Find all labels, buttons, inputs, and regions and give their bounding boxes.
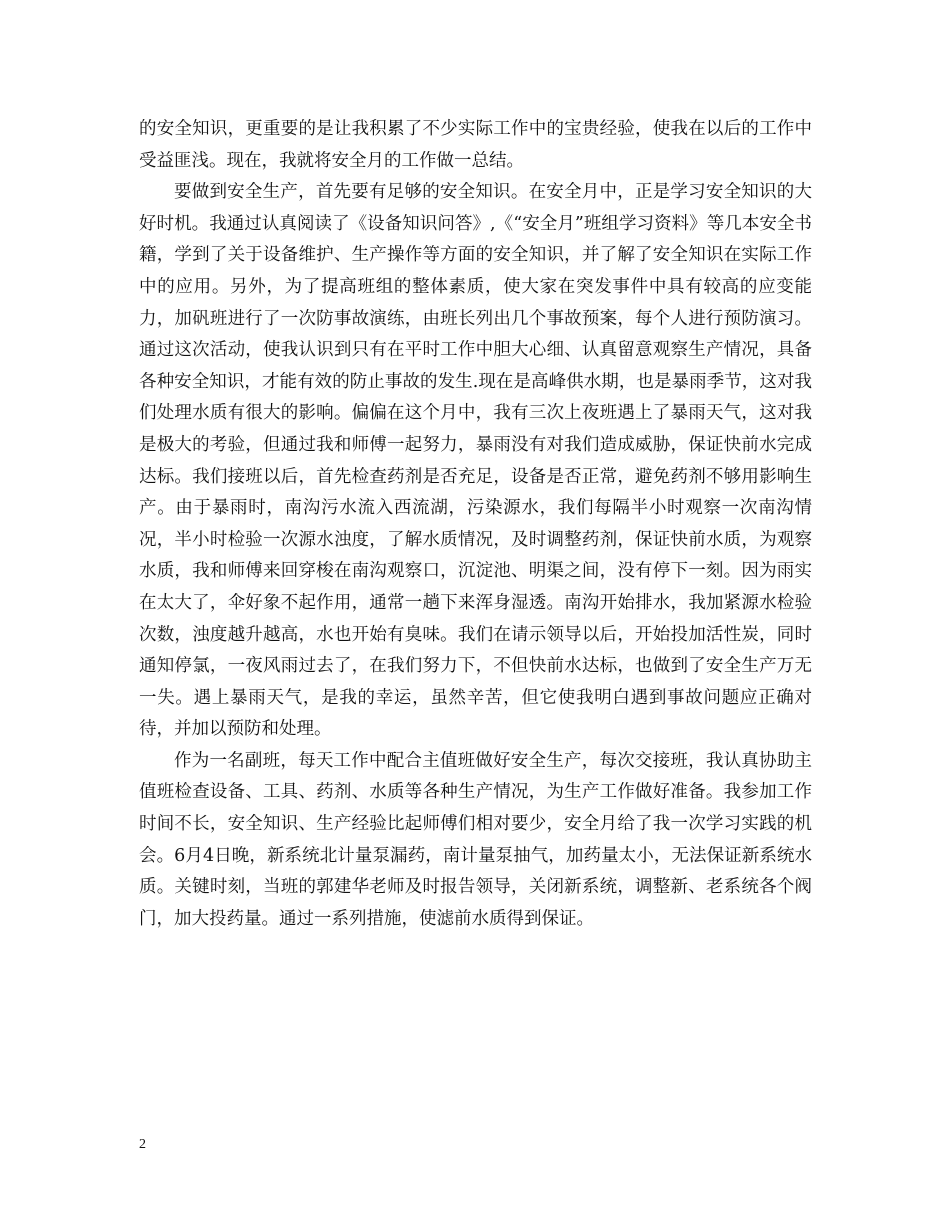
page-number: 2 [139,1137,146,1152]
paragraph-1: 的安全知识，更重要的是让我积累了不少实际工作中的宝贵经验，使我在以后的工作中受益匪浅。现在，我就将安全月的工作做一总结。 [139,119,812,171]
document-body [139,114,812,935]
paragraph-3: 作为一名副班，每天工作中配合主值班做好安全生产，每次交接班，我认真协助主值班检查设备、工具、药剂、水质等各种生产情况，为生产工作做好准备。我参加工作时间不长，安全知识、生产经验比起师傅们相对要少，安全月给了我一次学习实践的机会。6月4日晚，新系统北计量泵漏药，南计量泵抽气，加药量太小，无法保证新系统水质。关键时刻，当班的郭建华老师及时报告领导，关闭新系统，调整新、老系统各个阀门，加大投药量。通过一系列措施，使滤前水质得到保证。 [139,750,812,929]
paragraph-2: 要做到安全生产，首先要有足够的安全知识。在安全月中，正是学习安全知识的大好时机。我通过认真阅读了《设备知识问答》,《“安全月”班组学习资料》等几本安全书籍，学到了关于设备维护、生产操作等方面的安全知识，并了解了安全知识在实际工作中的应用。另外，为了提高班组的整体素质，使大家在突发事件中具有较高的应变能力，加矾班进行了一次防事故演练，由班长列出几个事故预案，每个人进行预防演习。通过这次活动，使我认识到只有在平时工作中胆大心细、认真留意观察生产情况，具备各种安全知识，才能有效的防止事故的发生.现在是高峰供水期，也是暴雨季节，这对我们处理水质有很大的影响。偏偏在这个月中，我有三次上夜班遇上了暴雨天气，这对我是极大的考验，但通过我和师傅一起努力，暴雨没有对我们造成威胁，保证快前水完成达标。我们接班以后，首先检查药剂是否充足，设备是否正常，避免药剂不够用影响生产。由于暴雨时，南沟污水流入西流湖，污染源水，我们每隔半小时观察一次南沟情况，半小时检验一次源水浊度，了解水质情况，及时调整药剂，保证快前水质，为观察水质，我和师傅来回穿梭在南沟观察口，沉淀池、明渠之间，没有停下一刻。因为雨实在太大了，伞好象不起作用，通常一趟下来浑身湿透。南沟开始排水，我加紧源水检验次数，浊度越升越高，水也开始有臭味。我们在请示领导以后，开始投加活性炭，同时通知停氯，一夜风雨过去了，在我们努力下，不但快前水达标，也做到了安全生产万无一失。遇上暴雨天气，是我的幸运，虽然辛苦，但它使我明白遇到事故问题应正确对待，并加以预防和处理。 [139,182,812,740]
